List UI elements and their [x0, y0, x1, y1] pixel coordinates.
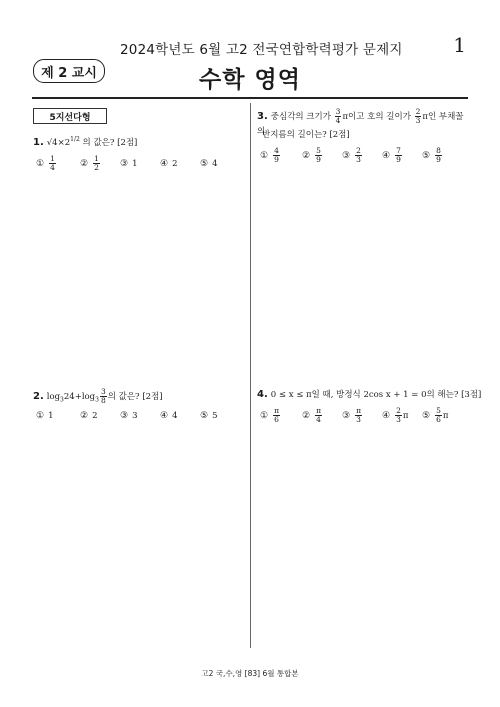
choice-mark: ④	[160, 411, 169, 421]
question-type-label: 5지선다형	[33, 108, 107, 124]
question-2	[33, 388, 163, 408]
choice-mark: ③	[342, 150, 351, 161]
numerator: 2	[415, 107, 421, 116]
fraction	[355, 147, 362, 164]
choice-2[interactable]	[80, 411, 120, 421]
denominator: 3	[356, 415, 361, 424]
question-number: 4.	[257, 389, 268, 400]
choice-1[interactable]	[260, 147, 302, 164]
exam-title: 2024학년도 6월 고2 전국연합학력평가 문제지	[120, 42, 403, 58]
question-text: π이고 호의 길이가	[342, 112, 411, 122]
denominator: 2	[94, 163, 99, 172]
choice-1[interactable]	[36, 155, 80, 172]
fraction	[415, 108, 422, 125]
question-3-line-2	[262, 128, 350, 142]
choice-mark: ②	[80, 411, 89, 421]
exponent: 1/2	[70, 136, 80, 143]
radical: √4	[46, 137, 58, 148]
fraction	[100, 388, 107, 405]
choice-mark: ③	[120, 411, 129, 421]
numerator: 8	[436, 146, 441, 155]
choice-5[interactable]	[422, 407, 462, 424]
choice-4[interactable]	[382, 147, 422, 164]
numerator: 1	[94, 154, 99, 163]
choice-1[interactable]	[260, 407, 302, 424]
numerator: 5	[316, 146, 321, 155]
log-base-1: 3	[60, 396, 64, 404]
question-text: 의 값은? [2점]	[82, 137, 138, 148]
numerator: 3	[100, 387, 106, 396]
numerator: 5	[436, 406, 441, 415]
choice-3[interactable]	[120, 411, 160, 421]
session-badge: 제 2 교시	[33, 59, 105, 83]
question-number: 2.	[33, 391, 44, 402]
choice-mark: ②	[302, 410, 311, 421]
choice-mark: ⑤	[200, 158, 209, 169]
numerator: 4	[274, 146, 279, 155]
fraction	[335, 108, 342, 125]
fraction	[93, 155, 100, 172]
fraction	[435, 407, 442, 424]
denominator: 3	[356, 155, 361, 164]
log-term-1: log	[46, 392, 61, 402]
choice-4[interactable]	[382, 407, 422, 424]
choice-5[interactable]	[200, 159, 240, 169]
choice-value: 4	[212, 158, 218, 169]
choices-q1	[36, 155, 240, 172]
choice-2[interactable]	[80, 155, 120, 172]
times-sign: ×	[57, 137, 65, 148]
fraction	[273, 147, 280, 164]
numerator: π	[274, 406, 280, 415]
choice-value: 5	[212, 411, 218, 421]
exam-header	[0, 0, 500, 100]
fraction	[49, 155, 56, 172]
choice-mark: ②	[302, 150, 311, 161]
choice-5[interactable]	[422, 147, 462, 164]
power-base: 2	[64, 137, 71, 148]
question-text: 반지름의 길이는? [2점]	[262, 130, 350, 140]
choices-q4	[260, 407, 462, 424]
choice-suffix: π	[402, 410, 409, 421]
denominator: 4	[50, 163, 55, 172]
denominator: 4	[335, 116, 341, 125]
choice-mark: ②	[80, 158, 89, 169]
question-text: π인 부채꼴의	[257, 112, 464, 137]
numerator: 7	[396, 146, 401, 155]
question-4	[257, 388, 481, 402]
numerator: π	[356, 406, 362, 415]
numerator: 2	[356, 146, 361, 155]
denominator: 3	[396, 415, 401, 424]
denominator: 6	[274, 415, 279, 424]
denominator: 9	[274, 155, 279, 164]
exponent-denominator: 2	[76, 136, 80, 143]
fraction	[395, 147, 402, 164]
log-base-2: 3	[95, 396, 99, 404]
choice-mark: ⑤	[422, 410, 431, 421]
numerator: 1	[50, 154, 55, 163]
plus-sign: +	[74, 392, 82, 402]
choice-3[interactable]	[342, 147, 382, 164]
subject-title: 수학 영역	[199, 67, 301, 93]
choice-3[interactable]	[342, 407, 382, 424]
question-1	[33, 133, 137, 150]
denominator: 9	[436, 155, 441, 164]
numerator: π	[316, 406, 322, 415]
question-text: 의 값은? [2점]	[107, 392, 163, 402]
numerator: 2	[396, 406, 401, 415]
fraction	[315, 147, 322, 164]
choice-mark: ⑤	[422, 150, 431, 161]
choice-mark: ①	[36, 411, 45, 421]
choice-2[interactable]	[302, 407, 342, 424]
choice-mark: ①	[36, 158, 45, 169]
page-footer: 고2 국,수,영 [83] 6월 통합본	[201, 669, 299, 678]
choice-4[interactable]	[160, 411, 200, 421]
denominator: 4	[316, 415, 321, 424]
choice-mark: ④	[382, 150, 391, 161]
log-term-2: log	[81, 392, 96, 402]
choice-value: 1	[48, 411, 54, 421]
denominator: 9	[396, 155, 401, 164]
question-number: 1.	[33, 136, 44, 148]
column-divider	[250, 103, 251, 648]
choice-mark: ④	[382, 410, 391, 421]
choice-value: 2	[172, 158, 178, 169]
numerator: 3	[335, 107, 341, 116]
header-rule	[32, 97, 468, 99]
denominator: 6	[436, 415, 441, 424]
choice-mark: ⑤	[200, 411, 209, 421]
choice-3[interactable]	[120, 159, 160, 169]
question-text: 중심각의 크기가	[270, 112, 331, 122]
choices-q3	[260, 147, 462, 164]
fraction	[355, 407, 362, 424]
choice-value: 4	[172, 411, 178, 421]
question-text: 0 ≤ x ≤ π일 때, 방정식 2cos x + 1 = 0의 해는? [3점]	[270, 390, 482, 400]
choice-value: 3	[132, 411, 138, 421]
choice-4[interactable]	[160, 159, 200, 169]
exponent-numerator: 1	[70, 136, 74, 143]
choice-2[interactable]	[302, 147, 342, 164]
fraction	[395, 407, 402, 424]
log-argument-1: 24	[63, 392, 75, 402]
choice-value: 1	[132, 158, 138, 169]
choice-mark: ③	[342, 410, 351, 421]
denominator: 3	[415, 116, 421, 125]
choice-mark: ①	[260, 410, 269, 421]
fraction	[273, 407, 280, 424]
denominator: 9	[316, 155, 321, 164]
page-number: 1	[453, 33, 466, 57]
denominator: 8	[100, 396, 106, 405]
fraction	[315, 407, 322, 424]
choice-5[interactable]	[200, 411, 240, 421]
choice-value: 2	[92, 411, 98, 421]
choices-q2	[36, 411, 240, 421]
question-number: 3.	[257, 111, 268, 122]
choice-mark: ④	[160, 158, 169, 169]
choice-mark: ③	[120, 158, 129, 169]
choice-suffix: π	[442, 410, 449, 421]
choice-1[interactable]	[36, 411, 80, 421]
choice-mark: ①	[260, 150, 269, 161]
fraction	[435, 147, 442, 164]
